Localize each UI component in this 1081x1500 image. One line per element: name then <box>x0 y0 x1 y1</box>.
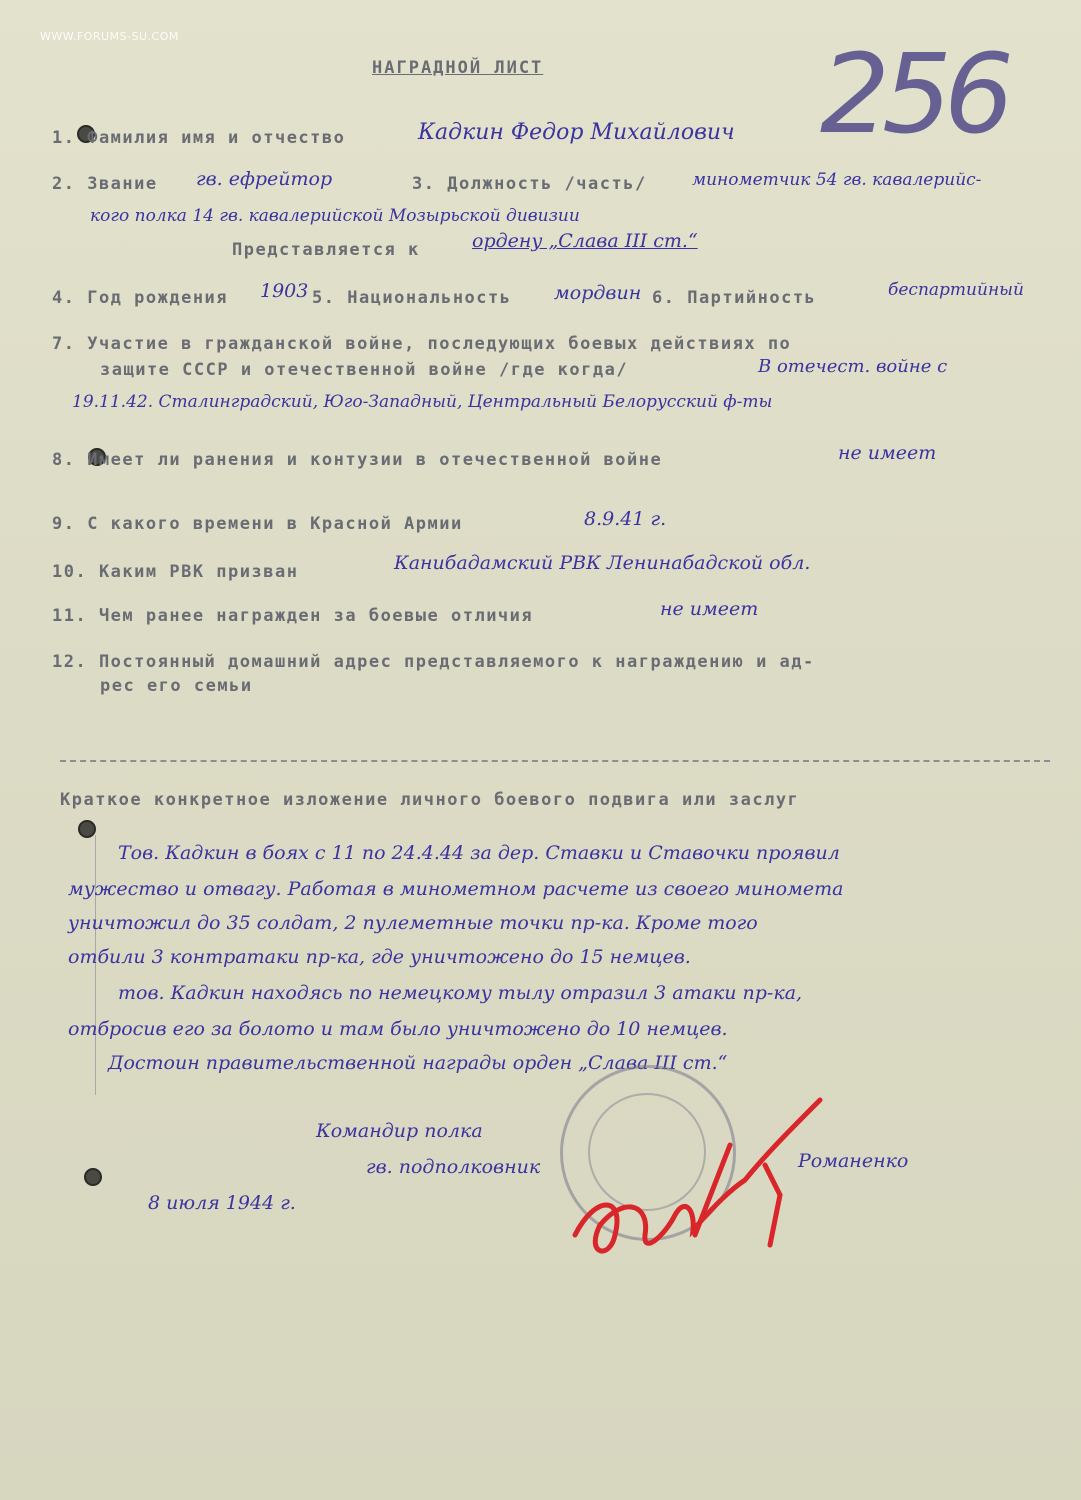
punch-hole-lower <box>78 820 96 838</box>
row3-position-cont: кого полка 14 гв. кавалерийской Мозырьской дивизии <box>90 206 580 226</box>
row8-label: 8. Имеет ли ранения и контузии в отечественной войне <box>52 450 663 470</box>
row10-value: Канибадамский РВК Ленинабадской обл. <box>394 552 811 574</box>
row2-rank: гв. ефрейтор <box>196 168 333 190</box>
row8-value: не имеет <box>838 442 937 464</box>
summary-line-5: тов. Кадкин находясь по немецкому тылу отразил 3 атаки пр-ка, <box>118 982 803 1004</box>
row4-year-value: 1903 <box>260 280 309 302</box>
summary-line-1: Тов. Кадкин в боях с 11 по 24.4.44 за дер. Ставки и Ставочки проявил <box>118 842 840 864</box>
row12-label-line2: рес его семьи <box>100 676 253 696</box>
row11-value: не имеет <box>660 598 759 620</box>
summary-header: Краткое конкретное изложение личного боевого подвига или заслуг <box>60 790 800 810</box>
row6-party-label: 6. Партийность <box>652 288 817 308</box>
commander-signature <box>555 1085 855 1285</box>
row7-label-line1: 7. Участие в гражданской войне, последующих боевых действиях по <box>52 334 792 354</box>
row11-label: 11. Чем ранее награжден за боевые отличия <box>52 606 534 626</box>
summary-line-4: отбили 3 контратаки пр-ка, где уничтожено до 15 немцев. <box>68 946 691 968</box>
punch-hole-bottom <box>84 1168 102 1186</box>
summary-line-2: мужество и отвагу. Работая в минометном расчете из своего миномета <box>68 878 844 900</box>
row9-value: 8.9.41 г. <box>584 508 667 530</box>
row10-label: 10. Каким РВК призван <box>52 562 299 582</box>
commander-title-line2: гв. подполковник <box>366 1156 541 1178</box>
row5-nationality-value: мордвин <box>554 282 642 304</box>
archive-number: 256 <box>820 30 1006 158</box>
document-title: НАГРАДНОЙ ЛИСТ <box>372 58 544 78</box>
site-watermark: WWW.FORUMS-SU.COM <box>40 30 179 43</box>
row2-label: 2. Звание <box>52 174 158 194</box>
row12-label-line1: 12. Постоянный домашний адрес представляемого к награждению и ад- <box>52 652 815 672</box>
row1-label: 1. Фамилия имя и отчество <box>52 128 346 148</box>
row6-party-value: беспартийный <box>888 280 1024 300</box>
row1-value: Кадкин Федор Михайлович <box>418 120 735 145</box>
row7-label-line2: защите СССР и отечественной войне /где когда/ <box>100 360 629 380</box>
row7-value-line1: В отечест. войне с <box>758 356 948 377</box>
row7-value-line2: 19.11.42. Сталинградский, Юго-Западный, Центральный Белорусский ф-ты <box>72 392 773 412</box>
presented-label: Представляется к <box>232 240 420 260</box>
summary-line-6: отбросив его за болото и там было уничтожено до 10 немцев. <box>68 1018 728 1040</box>
section-separator <box>60 760 1050 762</box>
row3-position: минометчик 54 гв. кавалерийс- <box>692 170 982 190</box>
commander-name: Романенко <box>798 1150 909 1172</box>
commander-title-line1: Командир полка <box>316 1120 483 1142</box>
summary-line-3: уничтожил до 35 солдат, 2 пулеметные точки пр-ка. Кроме того <box>68 912 758 934</box>
row9-label: 9. С какого времени в Красной Армии <box>52 514 463 534</box>
row4-year-label: 4. Год рождения <box>52 288 229 308</box>
presented-value: ордену „Слава III ст.“ <box>472 230 698 252</box>
row3-label: 3. Должность /часть/ <box>412 174 647 194</box>
row5-nationality-label: 5. Национальность <box>312 288 512 308</box>
document-date: 8 июля 1944 г. <box>148 1192 296 1214</box>
summary-line-7: Достоин правительственной награды орден „Слава III ст.“ <box>108 1052 728 1074</box>
